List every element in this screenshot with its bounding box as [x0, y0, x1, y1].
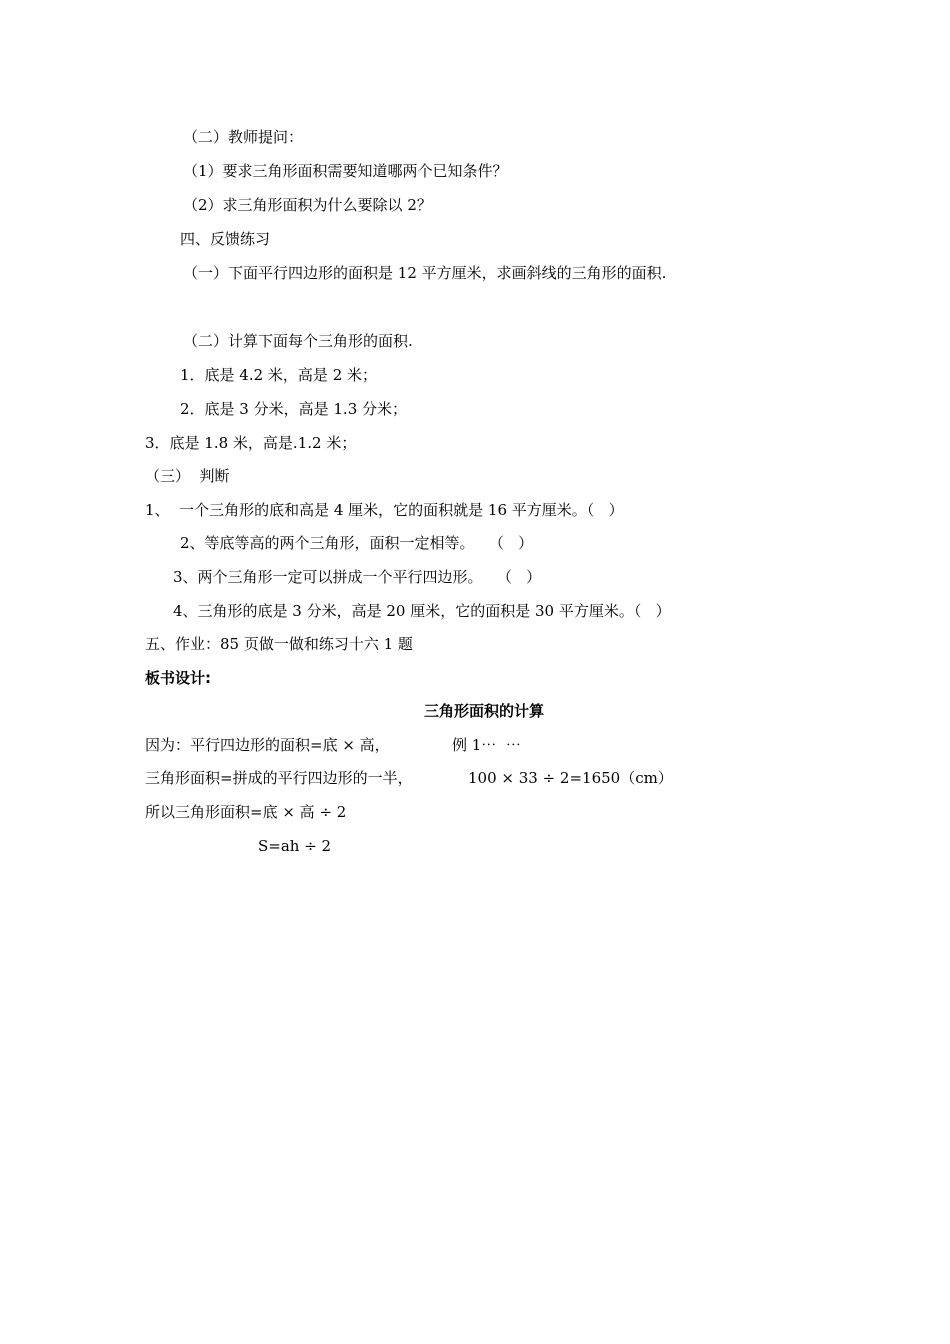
feedback-part-2-heading: （二）计算下面每个三角形的面积. — [183, 332, 413, 350]
calc-item-2: 2．底是 3 分米，高是 1.3 分米； — [180, 400, 408, 418]
board-title: 三角形面积的计算 — [424, 702, 545, 720]
judge-item-2: 2、等底等高的两个三角形，面积一定相等。 （ ） — [180, 534, 534, 552]
question-1: （1）要求三角形面积需要知道哪两个已知条件？ — [183, 162, 508, 180]
calc-item-3: 3．底是 1.8 米，高是.1.2 米； — [145, 434, 357, 452]
feedback-heading: 四、反馈练习 — [180, 230, 271, 248]
board-formula: S=ah ÷ 2 — [258, 837, 332, 855]
judge-item-1: 1、 一个三角形的底和高是 4 厘米，它的面积就是 16 平方厘米。（ ） — [145, 501, 624, 519]
homework-line: 五、作业：85 页做一做和练习十六 1 题 — [145, 635, 413, 653]
judge-item-3: 3、两个三角形一定可以拼成一个平行四边形。 （ ） — [173, 568, 542, 586]
board-line-2: 三角形面积=拼成的平行四边形的一半， — [145, 769, 413, 787]
question-2: （2）求三角形面积为什么要除以 2？ — [183, 196, 432, 214]
feedback-part-1: （一）下面平行四边形的面积是 12 平方厘米，求画斜线的三角形的面积. — [183, 264, 667, 282]
board-design-heading: 板书设计: — [145, 669, 211, 687]
calc-item-1: 1．底是 4.2 米，高是 2 米； — [180, 366, 378, 384]
board-example-calc: 100 × 33 ÷ 2=1650（cm） — [468, 769, 673, 787]
board-line-3: 所以三角形面积=底 × 高 ÷ 2 — [145, 803, 347, 821]
judge-item-4: 4、三角形的底是 3 分米，高是 20 厘米，它的面积是 30 平方厘米。（ ） — [173, 602, 671, 620]
board-line-1: 因为：平行四边形的面积=底 × 高， — [145, 736, 390, 754]
board-example-label: 例 1⋯ ⋯ — [452, 736, 521, 754]
judge-heading: （三） 判断 — [145, 467, 230, 485]
teacher-questions-heading: （二）教师提问： — [183, 128, 304, 146]
